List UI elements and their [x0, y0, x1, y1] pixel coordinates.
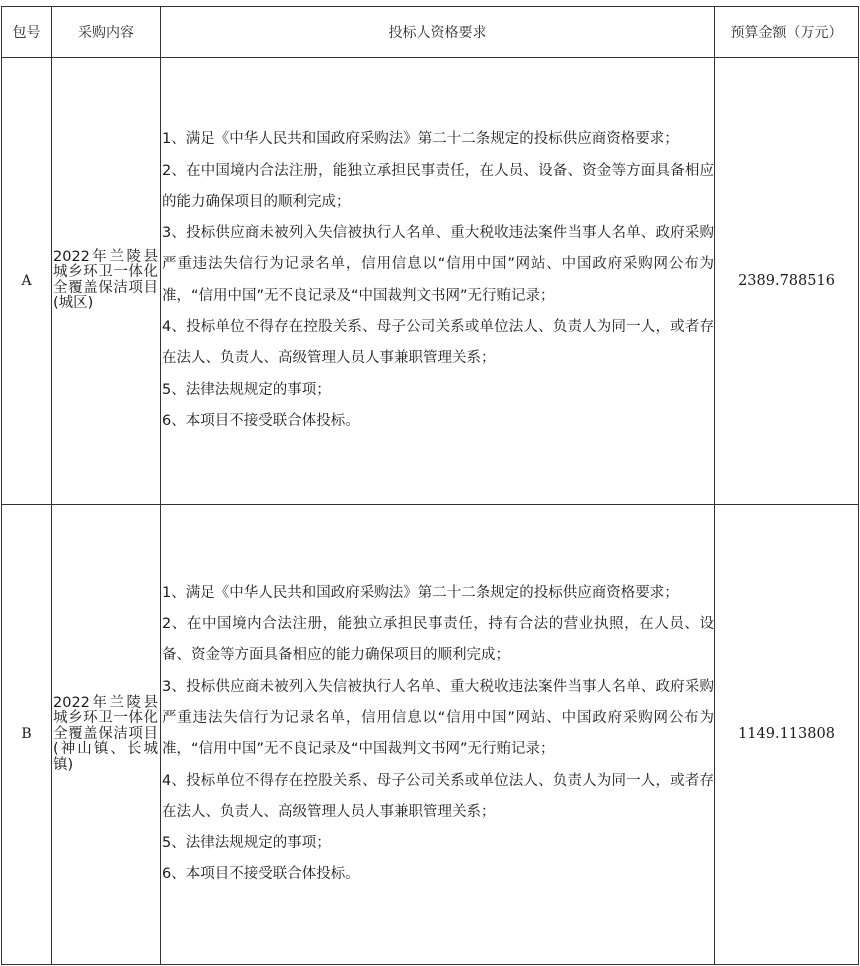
requirement-item: 5、法律法规规定的事项； [162, 381, 331, 398]
requirement-item: 4、投标单位不得存在控股关系、母子公司关系或单位法人、负责人为同一人，或者存在法人、负责人、高级管理人员人事兼职管理关系； [162, 772, 714, 820]
header-package: 包号 [2, 7, 52, 58]
header-requirements: 投标人资格要求 [161, 7, 715, 58]
header-budget: 预算金额（万元） [715, 7, 859, 58]
package-id: B [2, 504, 52, 965]
table-row [2, 58, 859, 504]
header-content: 采购内容 [52, 7, 161, 58]
procurement-content: 2022年兰陵县城乡环卫一体化全覆盖保洁项目(神山镇、长城镇) [52, 504, 161, 965]
requirement-item: 2、在中国境内合法注册，能独立承担民事责任，持有合法的营业执照，在人员、设备、资金等方面具备相应的能力确保项目的顺利完成； [162, 616, 714, 664]
requirement-item: 1、满足《中华人民共和国政府采购法》第二十二条规定的投标供应商资格要求； [162, 584, 679, 601]
procurement-content: 2022年兰陵县城乡环卫一体化全覆盖保洁项目(城区) [52, 58, 161, 504]
requirement-item: 2、在中国境内合法注册，能独立承担民事责任，在人员、设备、资金等方面具备相应的能力确保项目的顺利完成； [162, 162, 714, 210]
budget-amount: 1149.113808 [715, 504, 859, 965]
requirement-item: 3、投标供应商未被列入失信被执行人名单、重大税收违法案件当事人名单、政府采购严重违法失信行为记录名单，信用信息以“信用中国”网站、中国政府采购网公布为准，“信用中国”无不良记录及“中国裁判文书网”无行贿记录； [162, 678, 714, 758]
budget-amount: 2389.788516 [715, 58, 859, 504]
table-header-row [2, 7, 859, 58]
requirement-item: 6、本项目不接受联合体投标。 [162, 866, 360, 883]
bidder-requirements [161, 504, 715, 965]
requirement-item: 6、本项目不接受联合体投标。 [162, 412, 360, 429]
procurement-table [1, 6, 859, 965]
package-id: A [2, 58, 52, 504]
requirement-item: 5、法律法规规定的事项； [162, 835, 331, 852]
requirement-item: 3、投标供应商未被列入失信被执行人名单、重大税收违法案件当事人名单、政府采购严重违法失信行为记录名单，信用信息以“信用中国”网站、中国政府采购网公布为准，“信用中国”无不良记录及“中国裁判文书网”无行贿记录； [162, 225, 714, 304]
table-row [2, 504, 859, 965]
requirement-item: 4、投标单位不得存在控股关系、母子公司关系或单位法人、负责人为同一人，或者存在法人、负责人、高级管理人员人事兼职管理关系； [162, 319, 714, 367]
bidder-requirements [161, 58, 715, 504]
requirement-item: 1、满足《中华人民共和国政府采购法》第二十二条规定的投标供应商资格要求； [162, 131, 679, 148]
